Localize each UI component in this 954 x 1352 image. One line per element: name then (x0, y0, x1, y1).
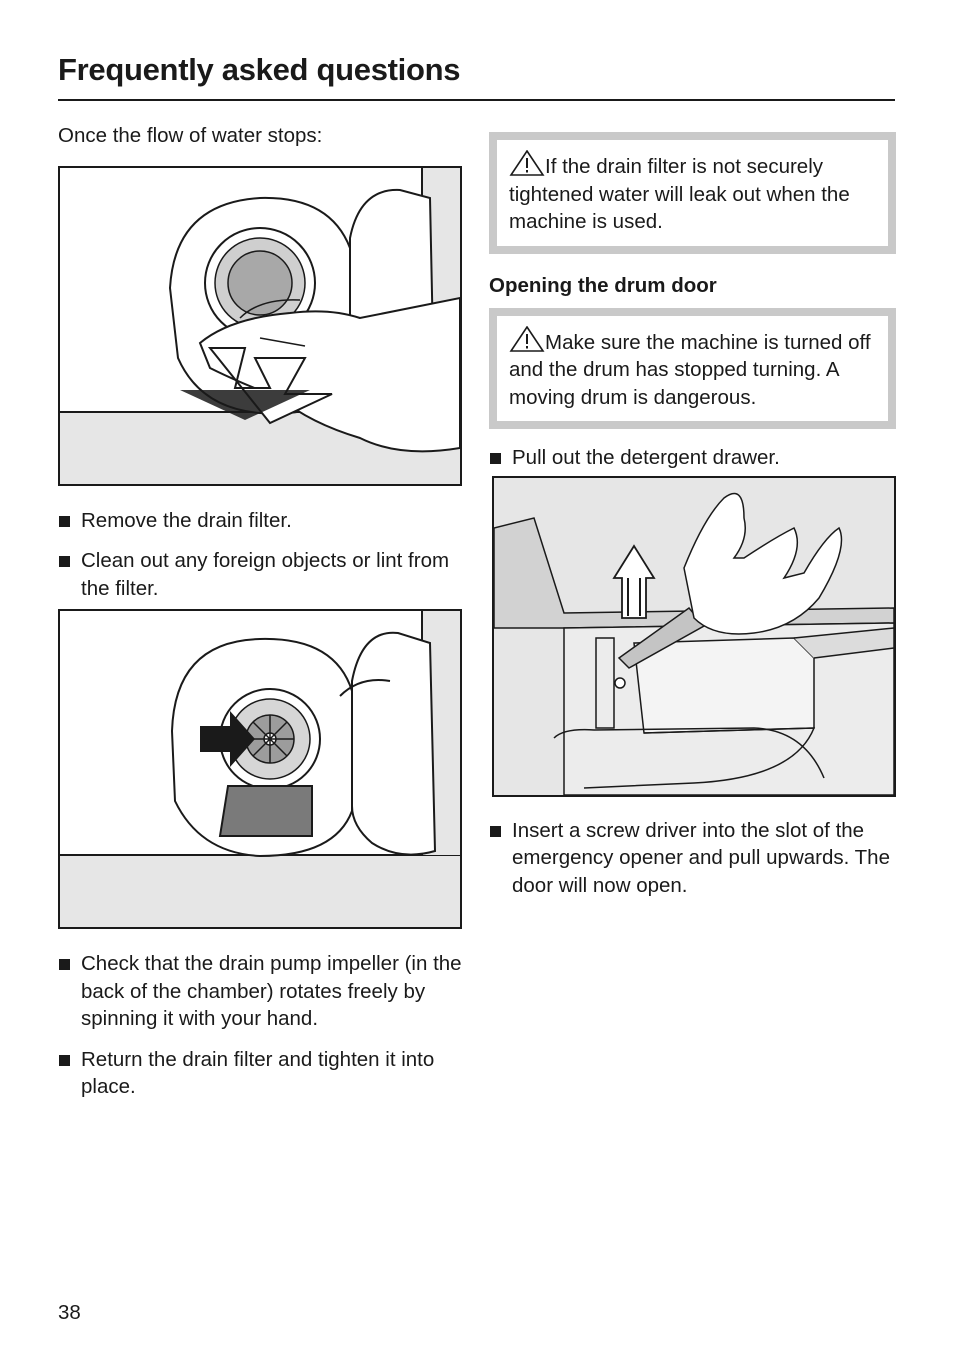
square-bullet-icon (59, 1055, 70, 1066)
drain-filter-removal-illustration (60, 168, 460, 484)
figure-emergency-opener (492, 476, 896, 797)
bullet-insert-screwdriver (489, 817, 896, 900)
bullet-text: Check that the drain pump impeller (in the back of the chamber) rotates freely by spinning it with your hand. (81, 952, 462, 1030)
figure-drain-chamber (58, 609, 462, 929)
warning-triangle-icon (509, 326, 545, 352)
drain-chamber-illustration (60, 611, 460, 927)
bullet-list-b (58, 950, 463, 1101)
square-bullet-icon (490, 453, 501, 464)
square-bullet-icon (59, 516, 70, 527)
figure-remove-drain-filter (58, 166, 462, 486)
bullet-list-a (58, 507, 463, 603)
bullet-remove-filter (58, 507, 463, 535)
square-bullet-icon (59, 556, 70, 567)
bullet-text: Return the drain filter and tighten it into place. (81, 1047, 435, 1098)
bullet-text: Remove the drain filter. (81, 508, 292, 532)
warning-box-filter (489, 132, 896, 254)
square-bullet-icon (490, 826, 501, 837)
title-rule (58, 99, 895, 101)
page-number: 38 (58, 1301, 81, 1324)
emergency-opener-illustration (494, 478, 894, 795)
warning-triangle-icon (509, 150, 545, 176)
left-column (58, 122, 463, 1101)
warning-text-drum: Make sure the machine is turned off and the drum has stopped turning. A moving drum is dangerous. (509, 330, 871, 409)
bullet-check-impeller (58, 950, 463, 1033)
warning-box-drum (489, 308, 896, 430)
bullet-text: Insert a screw driver into the slot of the emergency opener and pull upwards. The door will now open. (512, 818, 890, 897)
square-bullet-icon (59, 959, 70, 970)
section-heading-drum-door: Opening the drum door (489, 273, 717, 297)
bullet-text: Pull out the detergent drawer. (512, 446, 780, 469)
intro-text: Once the flow of water stops: (58, 124, 323, 147)
page-title: Frequently asked questions (58, 52, 461, 87)
bullet-text: Clean out any foreign objects or lint from the filter. (81, 549, 450, 600)
bullet-pull-drawer (489, 444, 896, 472)
bullet-return-filter (58, 1046, 463, 1101)
warning-text-filter: If the drain filter is not securely tightened water will leak out when the machine is used. (509, 155, 850, 233)
right-column (489, 132, 896, 899)
bullet-clean-filter (58, 547, 463, 602)
